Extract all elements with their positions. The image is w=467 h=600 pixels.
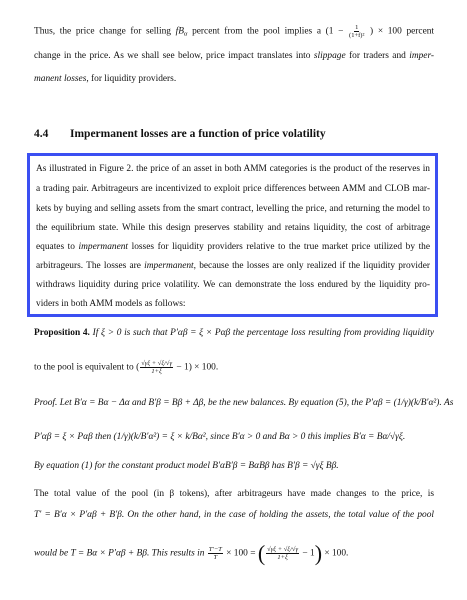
highlight-line-4: the equilibrium state. While this design preserves stability and retains liquidity, the cost of arbitrage: [36, 223, 430, 233]
fraction-numerator: √γξ + √ξ/√γ: [141, 360, 173, 367]
emphasis-imper: imper-: [409, 51, 435, 61]
highlight-line-1: As illustrated in Figure 2. the price of an asset in both AMM categories is the product of the reserves in: [36, 164, 430, 174]
fraction-numerator: T′−T: [208, 546, 222, 553]
highlight-line-2: a trading pair. Arbitrageurs are incentivized to exploit price differences between AMM and CLOB mar-: [36, 184, 430, 194]
para1-line2: [34, 50, 434, 62]
highlight-line-6: [36, 260, 430, 272]
proof-line-3: [34, 460, 434, 472]
proof-line-2: [34, 431, 434, 443]
fraction-denominator: T: [213, 554, 218, 561]
proof-text: P′αβ = ξ × Pαβ then (1/γ)(k/B′α²) = ξ × k/Bα², since B′α > 0 and Bα > 0 this implies B′α = Bα/√γξ.: [34, 432, 406, 442]
text: arbitrageurs. The losses are: [36, 261, 141, 271]
fraction-denominator: 1+ξ: [277, 554, 288, 561]
text: losses for liquidity providers relative to the true market price utilized by the: [131, 242, 431, 252]
text: change in the price. As we shall see below, price impact translates into: [34, 51, 311, 61]
text: − 1) × 100.: [176, 362, 219, 373]
para1-line1: [34, 24, 434, 41]
emphasis-impermanent: impermanent: [78, 242, 129, 252]
fraction-numerator: √γξ + √ξ/√γ: [267, 546, 299, 553]
proof-text: would be T = Bα × P′αβ + Bβ. This results in: [34, 548, 205, 559]
proposition-line-1: [34, 327, 434, 339]
text: percent from the pool implies a (1 −: [192, 26, 344, 37]
proof-line-4: The total value of the pool (in β tokens), after arbitrageurs have made changes to the price, is: [34, 489, 434, 499]
emphasis-slippage: slippage: [313, 51, 346, 61]
text: , for liquidity providers.: [86, 74, 177, 84]
proof-line-5: [34, 509, 434, 521]
highlight-line-5: [36, 241, 430, 253]
text: to the pool is equivalent to (: [34, 362, 140, 373]
ratio-fraction: [208, 546, 223, 561]
proof-text: By equation (1) for the constant product model B′αB′β = BαBβ has B′β = √γξ Bβ.: [34, 461, 339, 471]
proof-line-1: [34, 397, 454, 409]
right-paren: ): [314, 540, 323, 566]
highlight-line-7: withdraws liquidity during price volatility. We can demonstrate the loss endured by the liquidity pro-: [36, 280, 430, 290]
highlight-box: [27, 153, 438, 317]
proof-text: Let B′α = Bα − Δα and B′β = Bβ + Δβ, be the new balances. By equation (5), the P′αβ = (1/γ)(k/B′α²). As: [59, 398, 454, 408]
proposition-fraction: [140, 360, 173, 375]
fraction: [349, 24, 364, 39]
proof-line-6: would be T = Bα × P′αβ + Bβ. This results in $\frac{T'-T}{T}$ × 100 = ( $\frac{√\gamma\xi + √\xi/√\gamma}{1+\xi}$ − 1) × 100.: [34, 540, 349, 566]
text: equates to: [36, 242, 75, 252]
text: × 100.: [324, 548, 349, 559]
proof-label: Proof.: [34, 398, 58, 408]
para1-line3: [34, 73, 434, 85]
text: ) × 100 percent: [370, 26, 435, 37]
emphasis-impermanent: impermanent: [144, 261, 194, 271]
section-heading: [34, 128, 326, 140]
highlight-line-8: viders in both AMM models as follows:: [36, 299, 186, 309]
emphasis-permanent-losses: manent losses: [34, 74, 87, 84]
proposition-label: Proposition 4.: [34, 328, 90, 338]
proposition-line-2: [34, 360, 434, 375]
loss-fraction: [266, 546, 299, 561]
subscript-alpha: α: [183, 30, 188, 38]
fraction-numerator: 1: [355, 24, 359, 31]
text: for traders and: [349, 51, 406, 61]
section-title: Impermanent losses are a function of price volatility: [70, 128, 326, 140]
text: , because the losses are only realized if the liquidity provider: [193, 261, 430, 271]
left-paren: (: [257, 540, 266, 566]
section-number: 4.4: [34, 128, 49, 140]
text: × 100 =: [226, 548, 256, 559]
proposition-text: If ξ > 0 is such that P′αβ = ξ × Pαβ the percentage loss resulting from providing liquidity: [92, 328, 434, 338]
fraction-denominator: (1+f)²: [349, 32, 365, 39]
proof-text: T′ = B′α × P′αβ + B′β. On the other hand, in the case of holding the assets, the total value of the pool: [34, 510, 434, 520]
highlight-line-3: kets by buying and selling assets from the smart contract, levelling the price, and returning the model to: [36, 204, 430, 214]
text: Thus, the price change for selling: [34, 26, 171, 37]
math-fB: fB: [175, 26, 184, 37]
fraction-denominator: 1+ξ: [151, 368, 162, 375]
